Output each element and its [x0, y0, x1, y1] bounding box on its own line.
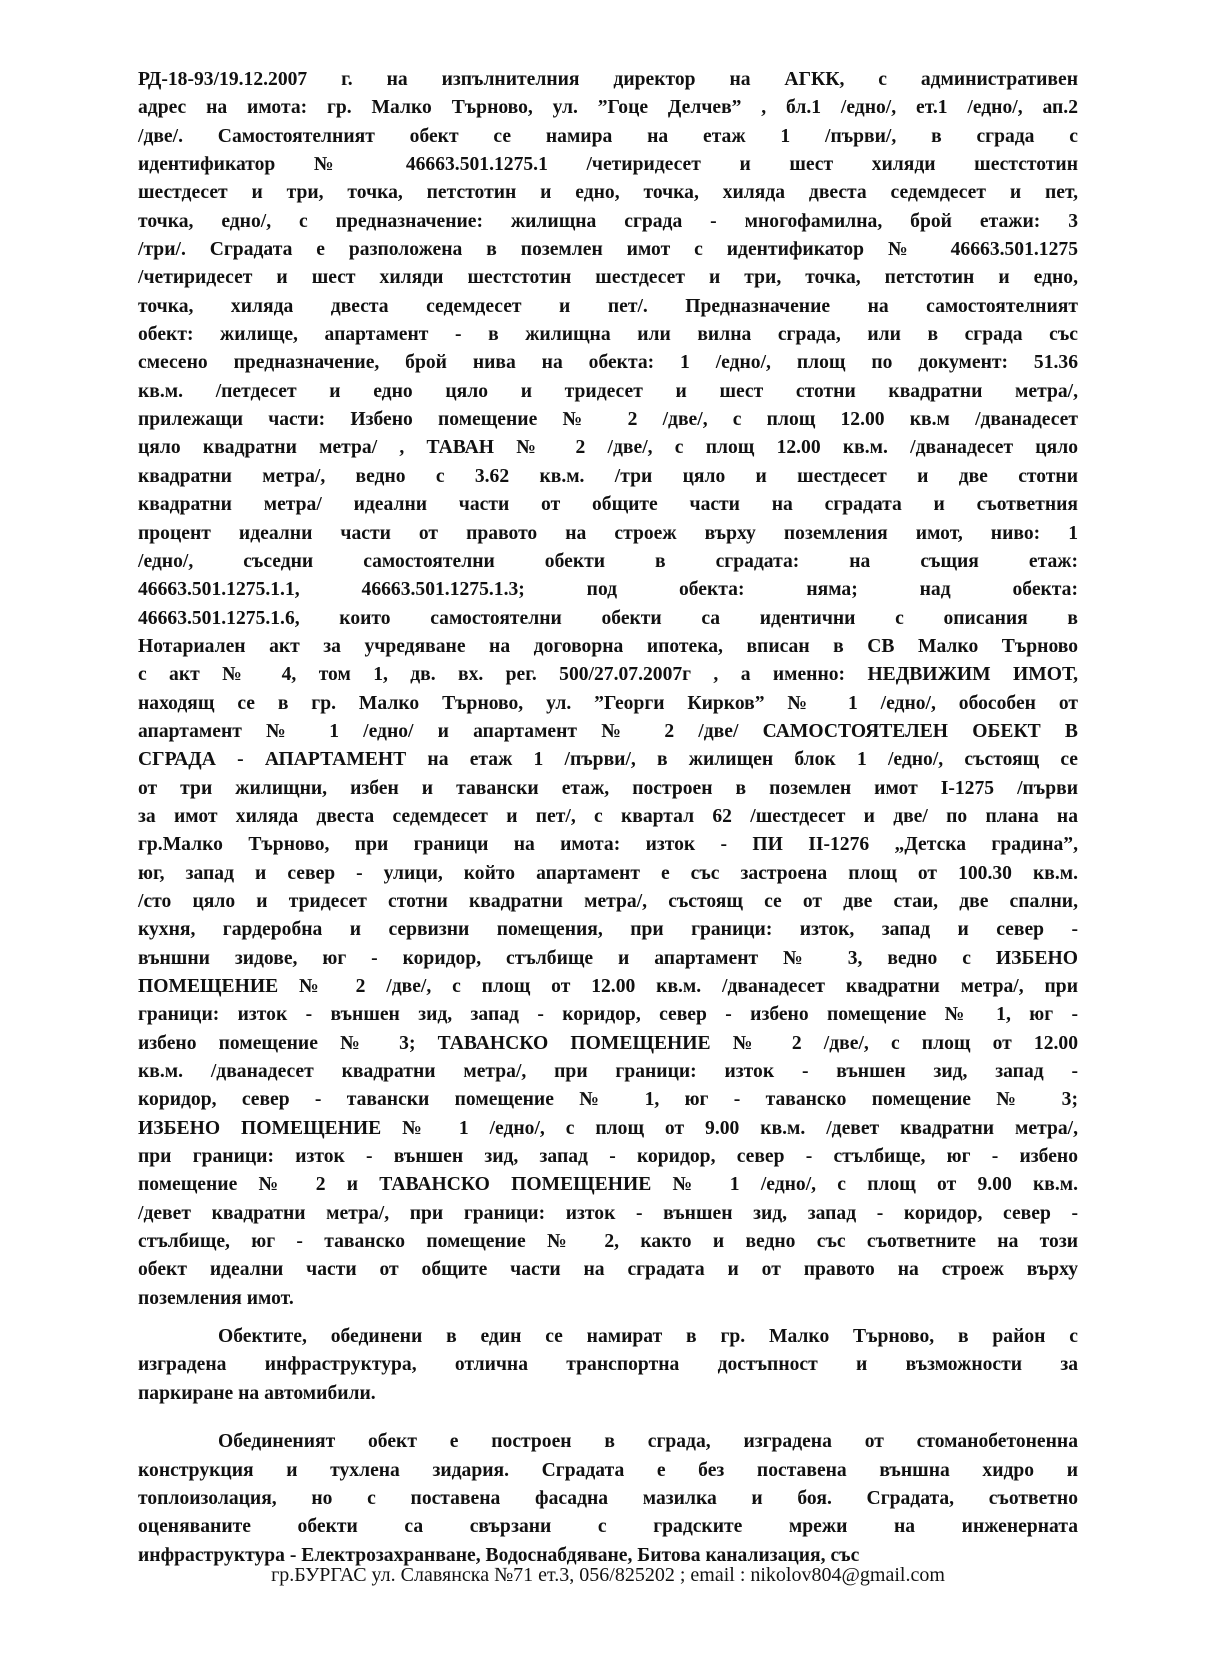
text-line: цяло квадратни метра/ , ТАВАН № 2 /две/, с площ 12.00 кв.м. /дванадесет цяло: [138, 437, 1078, 459]
text-line: обект: жилище, апартамент - в жилищна или вилна сграда, или в сграда със: [138, 324, 1078, 346]
text-line: оценяваните обекти са свързани с градските мрежи на инженерната: [138, 1516, 1078, 1538]
text-line: конструкция и тухлена зидария. Сградата е без поставена външна хидро и: [138, 1459, 1078, 1481]
text-line: външни зидове, юг - коридор, стълбище и апартамент № 3, ведно с ИЗБЕНО: [138, 947, 1078, 969]
paragraph-construction: [138, 1428, 1078, 1570]
text-line: идентификатор № 46663.501.1275.1 /четиридесет и шест хиляди шестстотин: [138, 154, 1078, 176]
paragraph-location: [138, 1323, 1078, 1408]
text-line: кв.м. /петдесет и едно цяло и тридесет и шест стотни квадратни метра/,: [138, 380, 1078, 402]
text-line: апартамент № 1 /едно/ и апартамент № 2 /две/ САМОСТОЯТЕЛЕН ОБЕКТ В: [138, 720, 1078, 742]
page-footer: гр.БУРГАС ул. Славянска №71 ет.3, 056/825202 ; email : nikolov804@gmail.com: [271, 1564, 945, 1586]
text-line: при граници: изток - външен зид, запад - коридор, север - стълбище, юг - избено: [138, 1146, 1078, 1168]
text-line: граници: изток - външен зид, запад - коридор, север - избено помещение № 1, юг -: [138, 1004, 1078, 1026]
text-line: паркиране на автомибили.: [138, 1382, 376, 1404]
text-line: кв.м. /дванадесет квадратни метра/, при граници: изток - външен зид, запад -: [138, 1061, 1078, 1083]
text-line: обект идеални части от общите части на сградата и от правото на строеж върху: [138, 1259, 1078, 1281]
text-line: квадратни метра/ идеални части от общите части на сградата и съответния: [138, 494, 1078, 516]
text-line: точка, хиляда двеста седемдесет и пет/. Предназначение на самостоятелният: [138, 295, 1078, 317]
text-line: 46663.501.1275.1.1, 46663.501.1275.1.3; под обекта: няма; над обекта:: [138, 579, 1078, 601]
text-line: адрес на имота: гр. Малко Търново, ул. ”Гоце Делчев” , бл.1 /едно/, ет.1 /едно/, ап.2: [138, 97, 1078, 119]
paragraph-property-description: [138, 66, 1078, 1313]
text-line: изградена инфраструктура, отлична транспортна достъпност и възможности за: [138, 1354, 1078, 1376]
text-line: инфраструктура - Електрозахранване, Водоснабдяване, Битова канализация, със: [138, 1544, 860, 1566]
text-line: юг, запад и север - улици, който апартамент е със застроена площ от 100.30 кв.м.: [138, 862, 1078, 884]
document-body: [138, 66, 1078, 1570]
text-line: от три жилищни, избен и тавански етаж, построен в поземлен имот I-1275 /първи: [138, 777, 1078, 799]
text-line: /две/. Самостоятелният обект се намира на етаж 1 /първи/, в сграда с: [138, 125, 1078, 147]
text-line: избено помещение № 3; ТАВАНСКО ПОМЕЩЕНИЕ № 2 /две/, с площ от 12.00: [138, 1032, 1078, 1054]
text-line: ИЗБЕНО ПОМЕЩЕНИЕ № 1 /едно/, с площ от 9.00 кв.м. /девет квадратни метра/,: [138, 1117, 1078, 1139]
text-line: РД-18-93/19.12.2007 г. на изпълнителния директор на АГКК, с административен: [138, 69, 1078, 90]
text-line: кухня, гардеробна и сервизни помещения, при граници: изток, запад и север -: [138, 919, 1078, 941]
text-line: /девет квадратни метра/, при граници: изток - външен зид, запад - коридор, север -: [138, 1202, 1078, 1224]
text-line: прилежащи части: Избено помещение № 2 /две/, с площ 12.00 кв.м /дванадесет: [138, 409, 1078, 431]
text-line: Обединеният обект е построен в сграда, изградена от стоманобетоненна: [218, 1431, 1078, 1453]
text-line: коридор, север - тавански помещение № 1, юг - таванско помещение № 3;: [138, 1089, 1078, 1111]
text-line: СГРАДА - АПАРТАМЕНТ на етаж 1 /първи/, в жилищен блок 1 /едно/, състоящ се: [138, 749, 1078, 771]
text-line: точка, едно/, с предназначение: жилищна сграда - многофамилна, брой етажи: 3: [138, 210, 1078, 232]
text-line: Обектите, обединени в един се намират в гр. Малко Търново, в район с: [218, 1326, 1078, 1348]
text-line: поземления имот.: [138, 1287, 294, 1309]
text-line: квадратни метра/, ведно с 3.62 кв.м. /три цяло и шестдесет и две стотни: [138, 465, 1078, 487]
text-line: ПОМЕЩЕНИЕ № 2 /две/, с площ от 12.00 кв.м. /дванадесет квадратни метра/, при: [138, 976, 1078, 997]
text-line: Нотариален акт за учредяване на договорна ипотека, вписан в СВ Малко Търново: [138, 635, 1078, 657]
text-line: смесено предназначение, брой нива на обекта: 1 /едно/, площ по документ: 51.36: [138, 352, 1078, 374]
text-line: с акт № 4, том 1, дв. вх. рег. 500/27.07.2007г , а именно: НЕДВИЖИМ ИМОТ,: [138, 664, 1078, 686]
text-line: находящ се в гр. Малко Търново, ул. ”Георги Кирков” № 1 /едно/, обособен от: [138, 692, 1078, 714]
text-line: процент идеални части от правото на строеж върху поземления имот, ниво: 1: [138, 522, 1078, 544]
text-line: /четиридесет и шест хиляди шестстотин шестдесет и три, точка, петстотин и едно,: [138, 267, 1078, 289]
text-line: топлоизолация, но с поставена фасадна мазилка и боя. Сградата, съответно: [138, 1487, 1078, 1509]
text-line: /едно/, съседни самостоятелни обекти в сградата: на същия етаж:: [138, 550, 1078, 572]
text-line: /три/. Сградата е разположена в поземлен имот с идентификатор № 46663.501.1275: [138, 239, 1078, 261]
text-line: гр.Малко Търново, при граници на имота: изток - ПИ II-1276 „Детска градина”,: [138, 834, 1078, 856]
text-line: за имот хиляда двеста седемдесет и пет/, с квартал 62 /шестдесет и две/ по плана на: [138, 805, 1078, 827]
text-line: /сто цяло и тридесет стотни квадратни метра/, състоящ се от две стаи, две спални,: [138, 890, 1078, 912]
text-line: стълбище, юг - таванско помещение № 2, както и ведно със съответните на този: [138, 1231, 1078, 1253]
text-line: 46663.501.1275.1.6, които самостоятелни обекти са идентични с описания в: [138, 607, 1078, 629]
text-line: помещение № 2 и ТАВАНСКО ПОМЕЩЕНИЕ № 1 /едно/, с площ от 9.00 кв.м.: [138, 1174, 1078, 1196]
text-line: шестдесет и три, точка, петстотин и едно, точка, хиляда двеста седемдесет и пет,: [138, 182, 1078, 204]
